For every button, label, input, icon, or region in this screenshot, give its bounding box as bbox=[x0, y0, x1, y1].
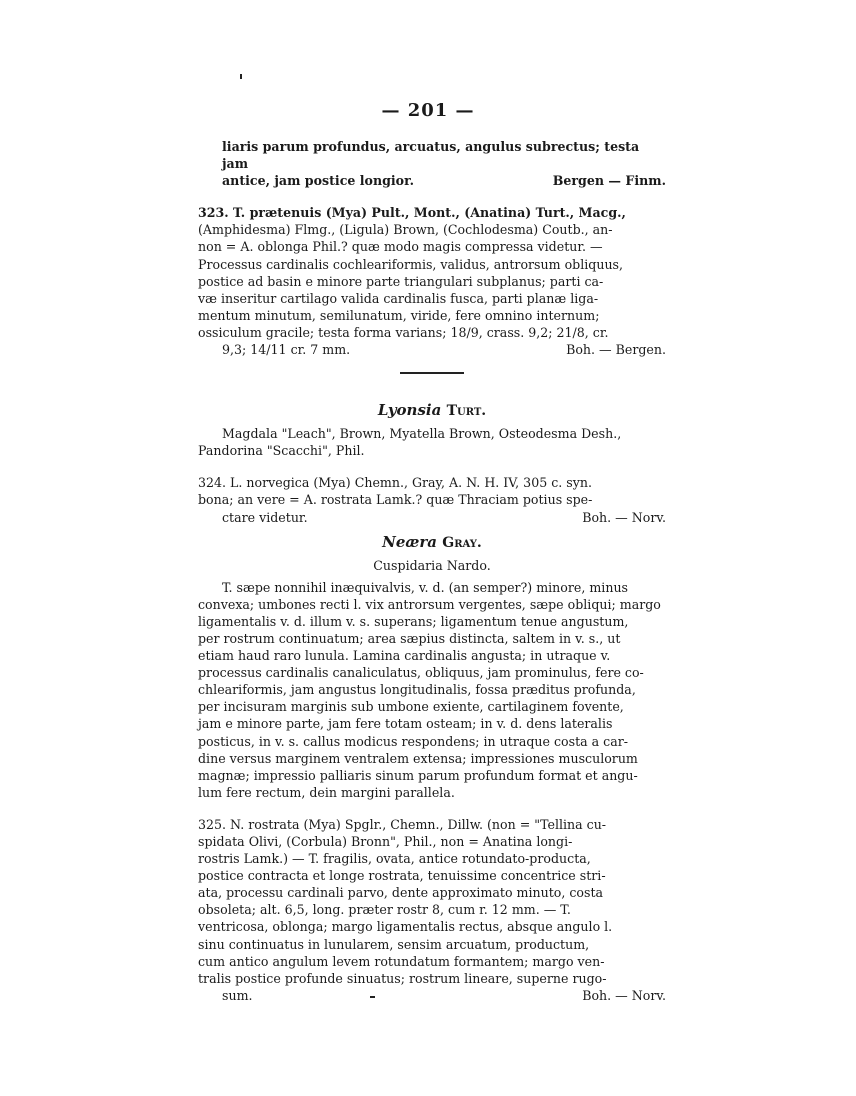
text-line: antice, jam postice longior. bbox=[222, 173, 414, 189]
text-line: ventricosa, oblonga; margo ligamentalis rectus, absque angulo l. bbox=[198, 919, 613, 935]
text-line: magnæ; impressio palliaris sinum parum profundum format et angu- bbox=[198, 767, 638, 783]
species-entry-325 bbox=[198, 816, 666, 1004]
species-entry-323 bbox=[198, 204, 666, 358]
text-line: 325. N. rostrata (Mya) Spglr., Chemn., Dillw. (non = "Tellina cu- bbox=[198, 816, 607, 832]
text-line: per incisuram marginis sub umbone exiente, cartilaginem fovente, bbox=[198, 699, 624, 715]
text-line: processus cardinalis canaliculatus, obliquus, jam prominulus, fere co- bbox=[198, 665, 644, 681]
text-line: sum. bbox=[222, 987, 253, 1003]
locality: Boh. — Bergen. bbox=[566, 342, 666, 358]
ink-speck-top bbox=[240, 74, 242, 79]
genus-author: Gray. bbox=[442, 534, 482, 551]
text-line: etiam haud raro lunula. Lamina cardinalis angusta; in utraque v. bbox=[198, 648, 611, 664]
text-line-with-locality bbox=[222, 509, 666, 526]
text-line: 323. T. prætenuis (Mya) Pult., Mont., (Anatina) Turt., Macg., bbox=[198, 205, 626, 221]
synonyms-lyonsia bbox=[198, 425, 666, 459]
text-line: bona; an vere = A. rostrata Lamk.? quæ Thraciam potius spe- bbox=[198, 492, 593, 508]
text-line: non = A. oblonga Phil.? quæ modo magis compressa videtur. — bbox=[198, 239, 603, 255]
text-line: 9,3; 14/11 cr. 7 mm. bbox=[222, 342, 351, 358]
text-line: lum fere rectum, dein margini parallela. bbox=[198, 784, 455, 800]
genus-heading-neaera bbox=[198, 532, 666, 553]
locality: Boh. — Norv. bbox=[582, 509, 666, 525]
text-line: liaris parum profundus, arcuatus, angulus subrectus; testa jam bbox=[222, 139, 640, 172]
text-line: mentum minutum, semilunatum, viride, fere omnino internum; bbox=[198, 307, 600, 323]
text-line: convexa; umbones recti l. vix antrorsum vergentes, sæpe obliqui; margo bbox=[198, 596, 661, 612]
continuation-paragraph bbox=[198, 138, 666, 189]
locality: Boh. — Norv. bbox=[582, 987, 666, 1003]
text-line: T. sæpe nonnihil inæquivalvis, v. d. (an semper?) minore, minus bbox=[222, 579, 629, 595]
text-line: rostris Lamk.) — T. fragilis, ovata, antice rotundato-producta, bbox=[198, 851, 591, 867]
text-line-with-locality bbox=[222, 341, 666, 358]
text-line: væ inseritur cartilago valida cardinalis fusca, parti planæ liga- bbox=[198, 290, 599, 306]
text-line: Magdala "Leach", Brown, Myatella Brown, Osteodesma Desh., bbox=[222, 426, 622, 442]
text-line: jam e minore parte, jam fere totam osteam; in v. d. dens lateralis bbox=[198, 716, 613, 732]
text-line: 324. L. norvegica (Mya) Chemn., Gray, A. N. H. IV, 305 c. syn. bbox=[198, 475, 592, 491]
text-line: cum antico angulum levem rotundatum formantem; margo ven- bbox=[198, 953, 605, 969]
text-line: per rostrum continuatum; area sæpius distincta, saltem in v. s., ut bbox=[198, 630, 621, 646]
species-entry-324 bbox=[198, 474, 666, 525]
text-line: obsoleta; alt. 6,5, long. præter rostr 8, cum r. 12 mm. — T. bbox=[198, 902, 571, 918]
text-line: chleariformis, jam angustus longitudinalis, fossa præditus profunda, bbox=[198, 682, 636, 698]
genus-name: Neæra bbox=[382, 532, 438, 551]
genus-description bbox=[198, 579, 666, 801]
text-line: ligamentalis v. d. illum v. s. superans; ligamentum tenue angustum, bbox=[198, 613, 629, 629]
genus-name: Lyonsia bbox=[377, 401, 442, 420]
text-line-with-locality bbox=[222, 987, 666, 1004]
text-line: Pandorina "Scacchi", Phil. bbox=[198, 443, 365, 459]
page-body bbox=[198, 138, 666, 1004]
text-line: postice contracta et longe rostrata, tenuissime concentrice stri- bbox=[198, 868, 606, 884]
text-line: (Amphidesma) Flmg., (Ligula) Brown, (Cochlodesma) Coutb., an- bbox=[198, 222, 613, 238]
locality: Bergen — Finm. bbox=[552, 173, 666, 189]
subgenus-heading: Cuspidaria Nardo. bbox=[373, 557, 491, 573]
text-line: posticus, in v. s. callus modicus respondens; in utraque costa a car- bbox=[198, 733, 629, 749]
genus-heading-lyonsia bbox=[198, 400, 666, 421]
text-line: postice ad basin e minore parte triangulari subplanus; parti ca- bbox=[198, 273, 604, 289]
text-line: ata, processu cardinali parvo, dente approximato minuto, costa bbox=[198, 885, 604, 901]
text-line: tralis postice profunde sinuatus; rostrum lineare, superne rugo- bbox=[198, 970, 607, 986]
section-divider bbox=[400, 372, 464, 374]
text-line: ossiculum gracile; testa forma varians; 18/9, crass. 9,2; 21/8, cr. bbox=[198, 324, 609, 340]
text-line: ctare videtur. bbox=[222, 509, 308, 525]
text-line: spidata Olivi, (Corbula) Bronn", Phil., non = Anatina longi- bbox=[198, 834, 573, 849]
genus-author: Turt. bbox=[446, 403, 487, 420]
text-line: dine versus marginem ventralem extensa; impressiones musculorum bbox=[198, 750, 638, 766]
text-line: sinu continuatus in lunularem, sensim arcuatum, productum, bbox=[198, 936, 590, 952]
text-line-with-locality bbox=[222, 172, 666, 189]
page-number: — 201 — bbox=[381, 100, 475, 121]
text-line: Processus cardinalis cochleariformis, validus, antrorsum obliquus, bbox=[198, 256, 624, 272]
